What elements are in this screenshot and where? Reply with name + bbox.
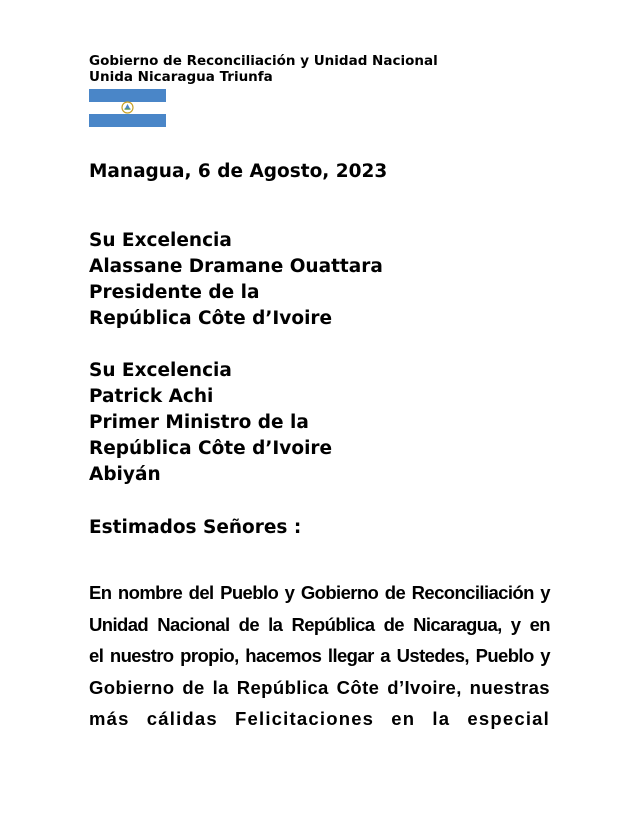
letterhead (89, 53, 438, 85)
recipient-name: Alassane Dramane Ouattara (89, 256, 383, 277)
body-line: En nombre del Pueblo y Gobierno de Reconciliación y (89, 582, 550, 603)
letterhead-line-government: Gobierno de Reconciliación y Unidad Nacional (89, 53, 438, 69)
letter-date: Managua, 6 de Agosto, 2023 (89, 161, 388, 182)
recipient-honorific: Su Excelencia (89, 230, 232, 251)
recipient-title: Presidente de la (89, 282, 260, 303)
recipient-country: República Côte d’Ivoire (89, 438, 333, 459)
body-line: el nuestro propio, hacemos llegar a Ustedes, Pueblo y (89, 645, 550, 666)
body-line: Gobierno de la República Côte d’Ivoire, nuestras (89, 676, 550, 698)
recipient-city: Abiyán (89, 464, 161, 485)
letterhead-line-motto: Unida Nicaragua Triunfa (89, 69, 273, 85)
recipient-title: Primer Ministro de la (89, 412, 309, 433)
recipient-name: Patrick Achi (89, 386, 214, 407)
recipient-block-president (89, 228, 383, 332)
body-line: Unidad Nacional de la República de Nicaragua, y en (89, 613, 550, 635)
recipient-block-prime-minister (89, 358, 332, 488)
body-line: más cálidas Felicitaciones en la especial (89, 708, 550, 729)
recipient-honorific: Su Excelencia (89, 360, 232, 381)
coat-of-arms-icon (121, 101, 134, 114)
recipient-country: República Côte d’Ivoire (89, 308, 333, 329)
letter-body-paragraph (89, 577, 550, 735)
nicaragua-flag-icon (89, 89, 166, 127)
flag-top-stripe (89, 89, 166, 102)
flag-bottom-stripe (89, 114, 166, 127)
salutation: Estimados Señores : (89, 517, 302, 538)
